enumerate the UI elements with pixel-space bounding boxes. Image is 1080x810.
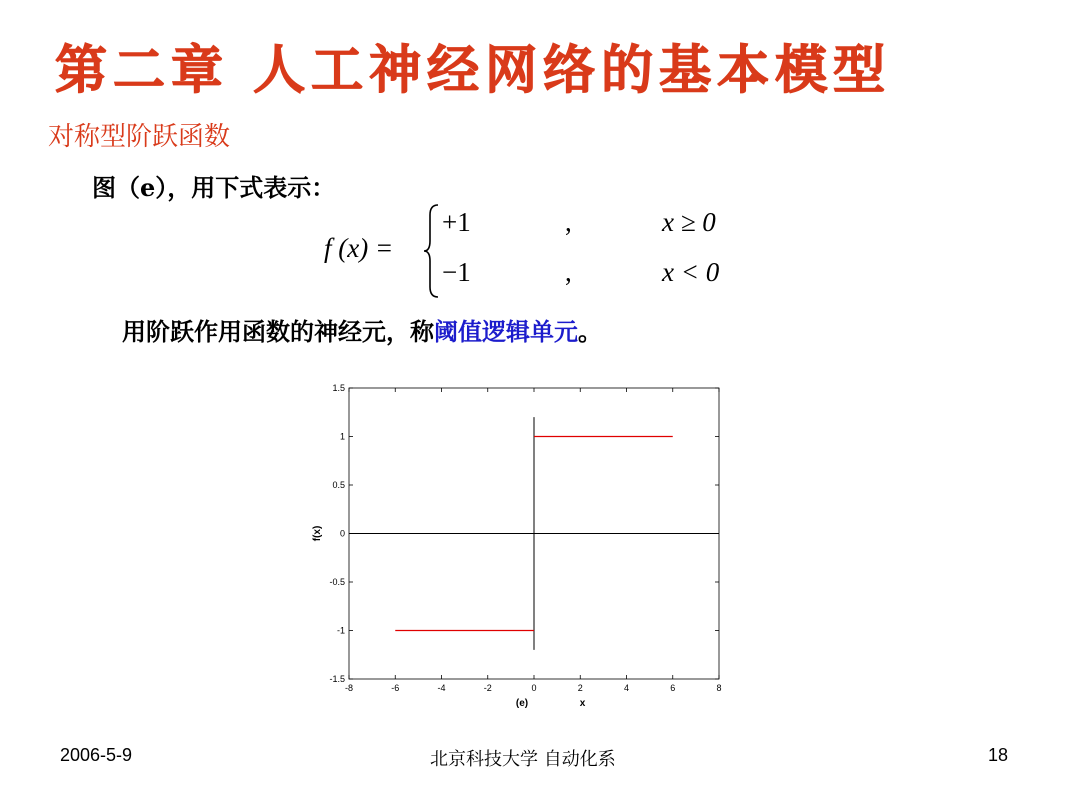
x-tick-label: 0 bbox=[531, 683, 537, 693]
slide-title: 第二章 人工神经网络的基本模型 bbox=[55, 40, 892, 101]
y-axis-label: f(x) bbox=[312, 525, 323, 542]
formula-lhs: f (x) = bbox=[324, 233, 394, 263]
description-prefix: 用阶跃作用函数的神经元，称 bbox=[122, 317, 434, 346]
case-2-value: −1 bbox=[442, 257, 471, 287]
footer-date: 2006-5-9 bbox=[60, 745, 133, 765]
x-tick-label: 2 bbox=[577, 683, 583, 693]
y-tick-label: 0.5 bbox=[332, 480, 345, 490]
y-tick-label: 0 bbox=[339, 528, 345, 539]
x-axis-label: x bbox=[579, 698, 586, 709]
x-tick-label: 6 bbox=[670, 683, 676, 693]
y-tick-label: 1 bbox=[339, 431, 345, 442]
description-suffix: 。 bbox=[578, 317, 602, 346]
footer-org: 北京科技大学 自动化系 bbox=[430, 749, 616, 770]
x-tick-label: -4 bbox=[437, 683, 446, 693]
x-tick-label: 8 bbox=[716, 683, 722, 693]
highlight-term: 阈值逻辑单元 bbox=[434, 317, 578, 346]
y-tick-label: -1 bbox=[336, 625, 345, 636]
case-1-separator: , bbox=[565, 207, 572, 237]
x-tick-label: 4 bbox=[623, 683, 630, 693]
y-tick-label: 1.5 bbox=[332, 383, 345, 393]
section-heading: 对称型阶跃函数 bbox=[48, 122, 231, 152]
case-2-condition: x < 0 bbox=[662, 257, 720, 287]
page-number: 18 bbox=[988, 745, 1009, 765]
x-tick-label: -8 bbox=[344, 683, 354, 693]
x-tick-label: -6 bbox=[391, 683, 400, 693]
case-1-value: +1 bbox=[442, 207, 471, 237]
case-2-separator: , bbox=[565, 257, 572, 287]
chart-caption: (e) bbox=[515, 698, 529, 709]
case-1-condition: x ≥ 0 bbox=[662, 207, 716, 237]
y-tick-label: -1.5 bbox=[329, 674, 345, 684]
y-tick-label: -0.5 bbox=[329, 577, 345, 587]
intro-text: 图（e），用下式表示： bbox=[92, 173, 336, 202]
x-tick-label: -2 bbox=[483, 683, 492, 693]
